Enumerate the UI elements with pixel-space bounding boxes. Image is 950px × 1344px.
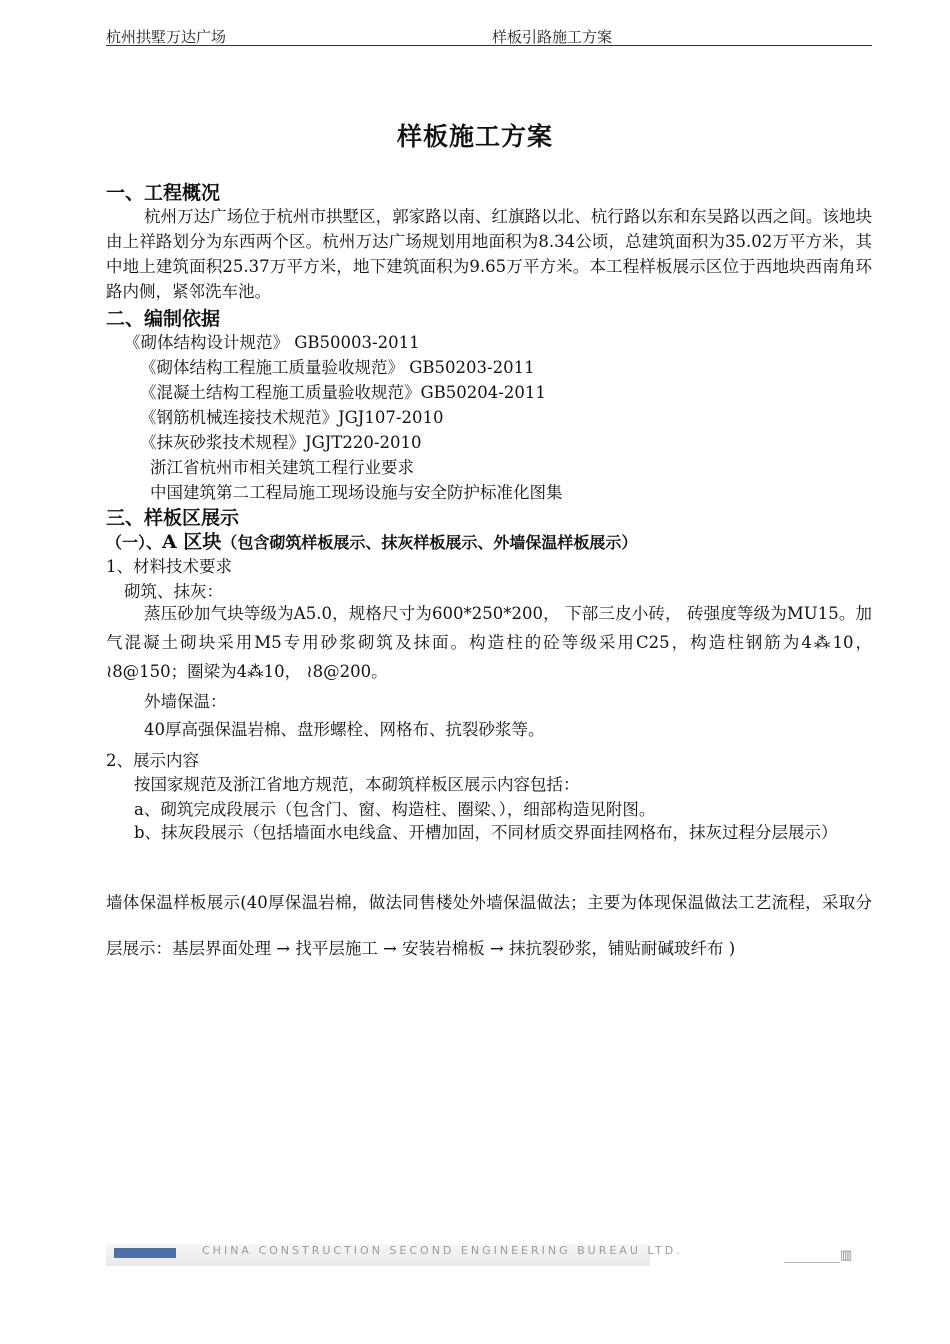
subheading-prefix: （一）、: [106, 533, 163, 552]
document-title: 样板施工方案: [396, 122, 553, 151]
page-header: [106, 26, 872, 46]
display-item-a: a、砌筑完成段展示（包含门、窗、构造柱、圈梁、），细部构造见附图。: [134, 800, 656, 819]
subheading-scope: （包含砌筑样板展示、抹灰样板展示、外墙保温样板展示）: [221, 533, 638, 552]
company-logo-block: [114, 1248, 176, 1258]
insulation-materials: 40厚高强保温岩棉、盘形螺栓、网格布、抗裂砂浆等。: [144, 720, 545, 739]
block-a-subheading: [106, 527, 637, 554]
material-requirements-heading: 1、材料技术要求: [106, 557, 232, 576]
masonry-spec-paragraph: 蒸压砂加气块等级为A5.0，规格尺寸为600*250*200， 下部三皮小砖， 砖强度等级为MU15。加气混凝土砌块采用M5专用砂浆砌筑及抹面。构造柱的砼等级采用C25，构造柱钢筋为4⁂10， ≀8@150；圈梁为4⁂10， ≀8@200。: [106, 604, 872, 681]
insulation-display-paragraph: 墙体保温样板展示(40厚保温岩棉，做法同售楼处外墙保温做法；主要为体现保温做法工艺流程，采取分层展示：基层界面处理 → 找平层施工 → 安装岩棉板 → 抹抗裂砂浆，铺贴耐碱玻纤布 ): [106, 893, 872, 958]
section-1-heading: 一、工程概况: [106, 182, 221, 204]
footer-mark-icon: ▥: [840, 1248, 853, 1263]
display-item-b: b、抹灰段展示（包括墙面水电线盒、开槽加固，不同材质交界面挂网格布，抹灰过程分层展示）: [134, 823, 838, 842]
display-content-heading: 2、展示内容: [106, 751, 199, 770]
reference-item: 《抹灰砂浆技术规程》JGJT220-2010: [140, 433, 422, 452]
reference-item: 中国建筑第二工程局施工现场设施与安全防护标准化图集: [150, 483, 563, 502]
footer-divider: [784, 1262, 840, 1263]
reference-item: 《混凝土结构工程施工质量验收规范》GB50204-2011: [140, 383, 546, 402]
subheading-block-name: A 区块: [162, 531, 222, 553]
section-3-heading: 三、样板区展示: [106, 507, 240, 529]
reference-item: 《砌体结构设计规范》 GB50003-2011: [124, 333, 420, 352]
footer-company-name: CHINA CONSTRUCTION SECOND ENGINEERING BUREAU LTD.: [202, 1244, 683, 1257]
footer-banner: [106, 1244, 683, 1266]
header-left: 杭州拱墅万达广场: [106, 28, 227, 46]
reference-item: 浙江省杭州市相关建筑工程行业要求: [150, 458, 414, 477]
insulation-label: 外墙保温：: [144, 692, 227, 711]
display-content-intro: 按国家规范及浙江省地方规范，本砌筑样板区展示内容包括：: [134, 775, 580, 794]
reference-item: 《钢筋机械连接技术规范》JGJ107-2010: [140, 408, 444, 427]
header-right: 样板引路施工方案: [492, 28, 613, 46]
reference-item: 《砌体结构工程施工质量验收规范》 GB50203-2011: [140, 358, 535, 377]
masonry-plaster-label: 砌筑、抹灰：: [124, 582, 223, 601]
section-1-paragraph: 杭州万达广场位于杭州市拱墅区，郭家路以南、红旗路以北、杭行路以东和东吴路以西之间。该地块由上祥路划分为东西两个区。杭州万达广场规划用地面积为8.34公顷，总建筑面积为35.02万平方米，其中地上建筑面积25.37万平方米，地下建筑面积为9.65万平方米。本工程样板展示区位于西地块西南角环路内侧，紧邻洗车池。: [106, 207, 872, 301]
section-2-heading: 二、编制依据: [106, 308, 221, 330]
